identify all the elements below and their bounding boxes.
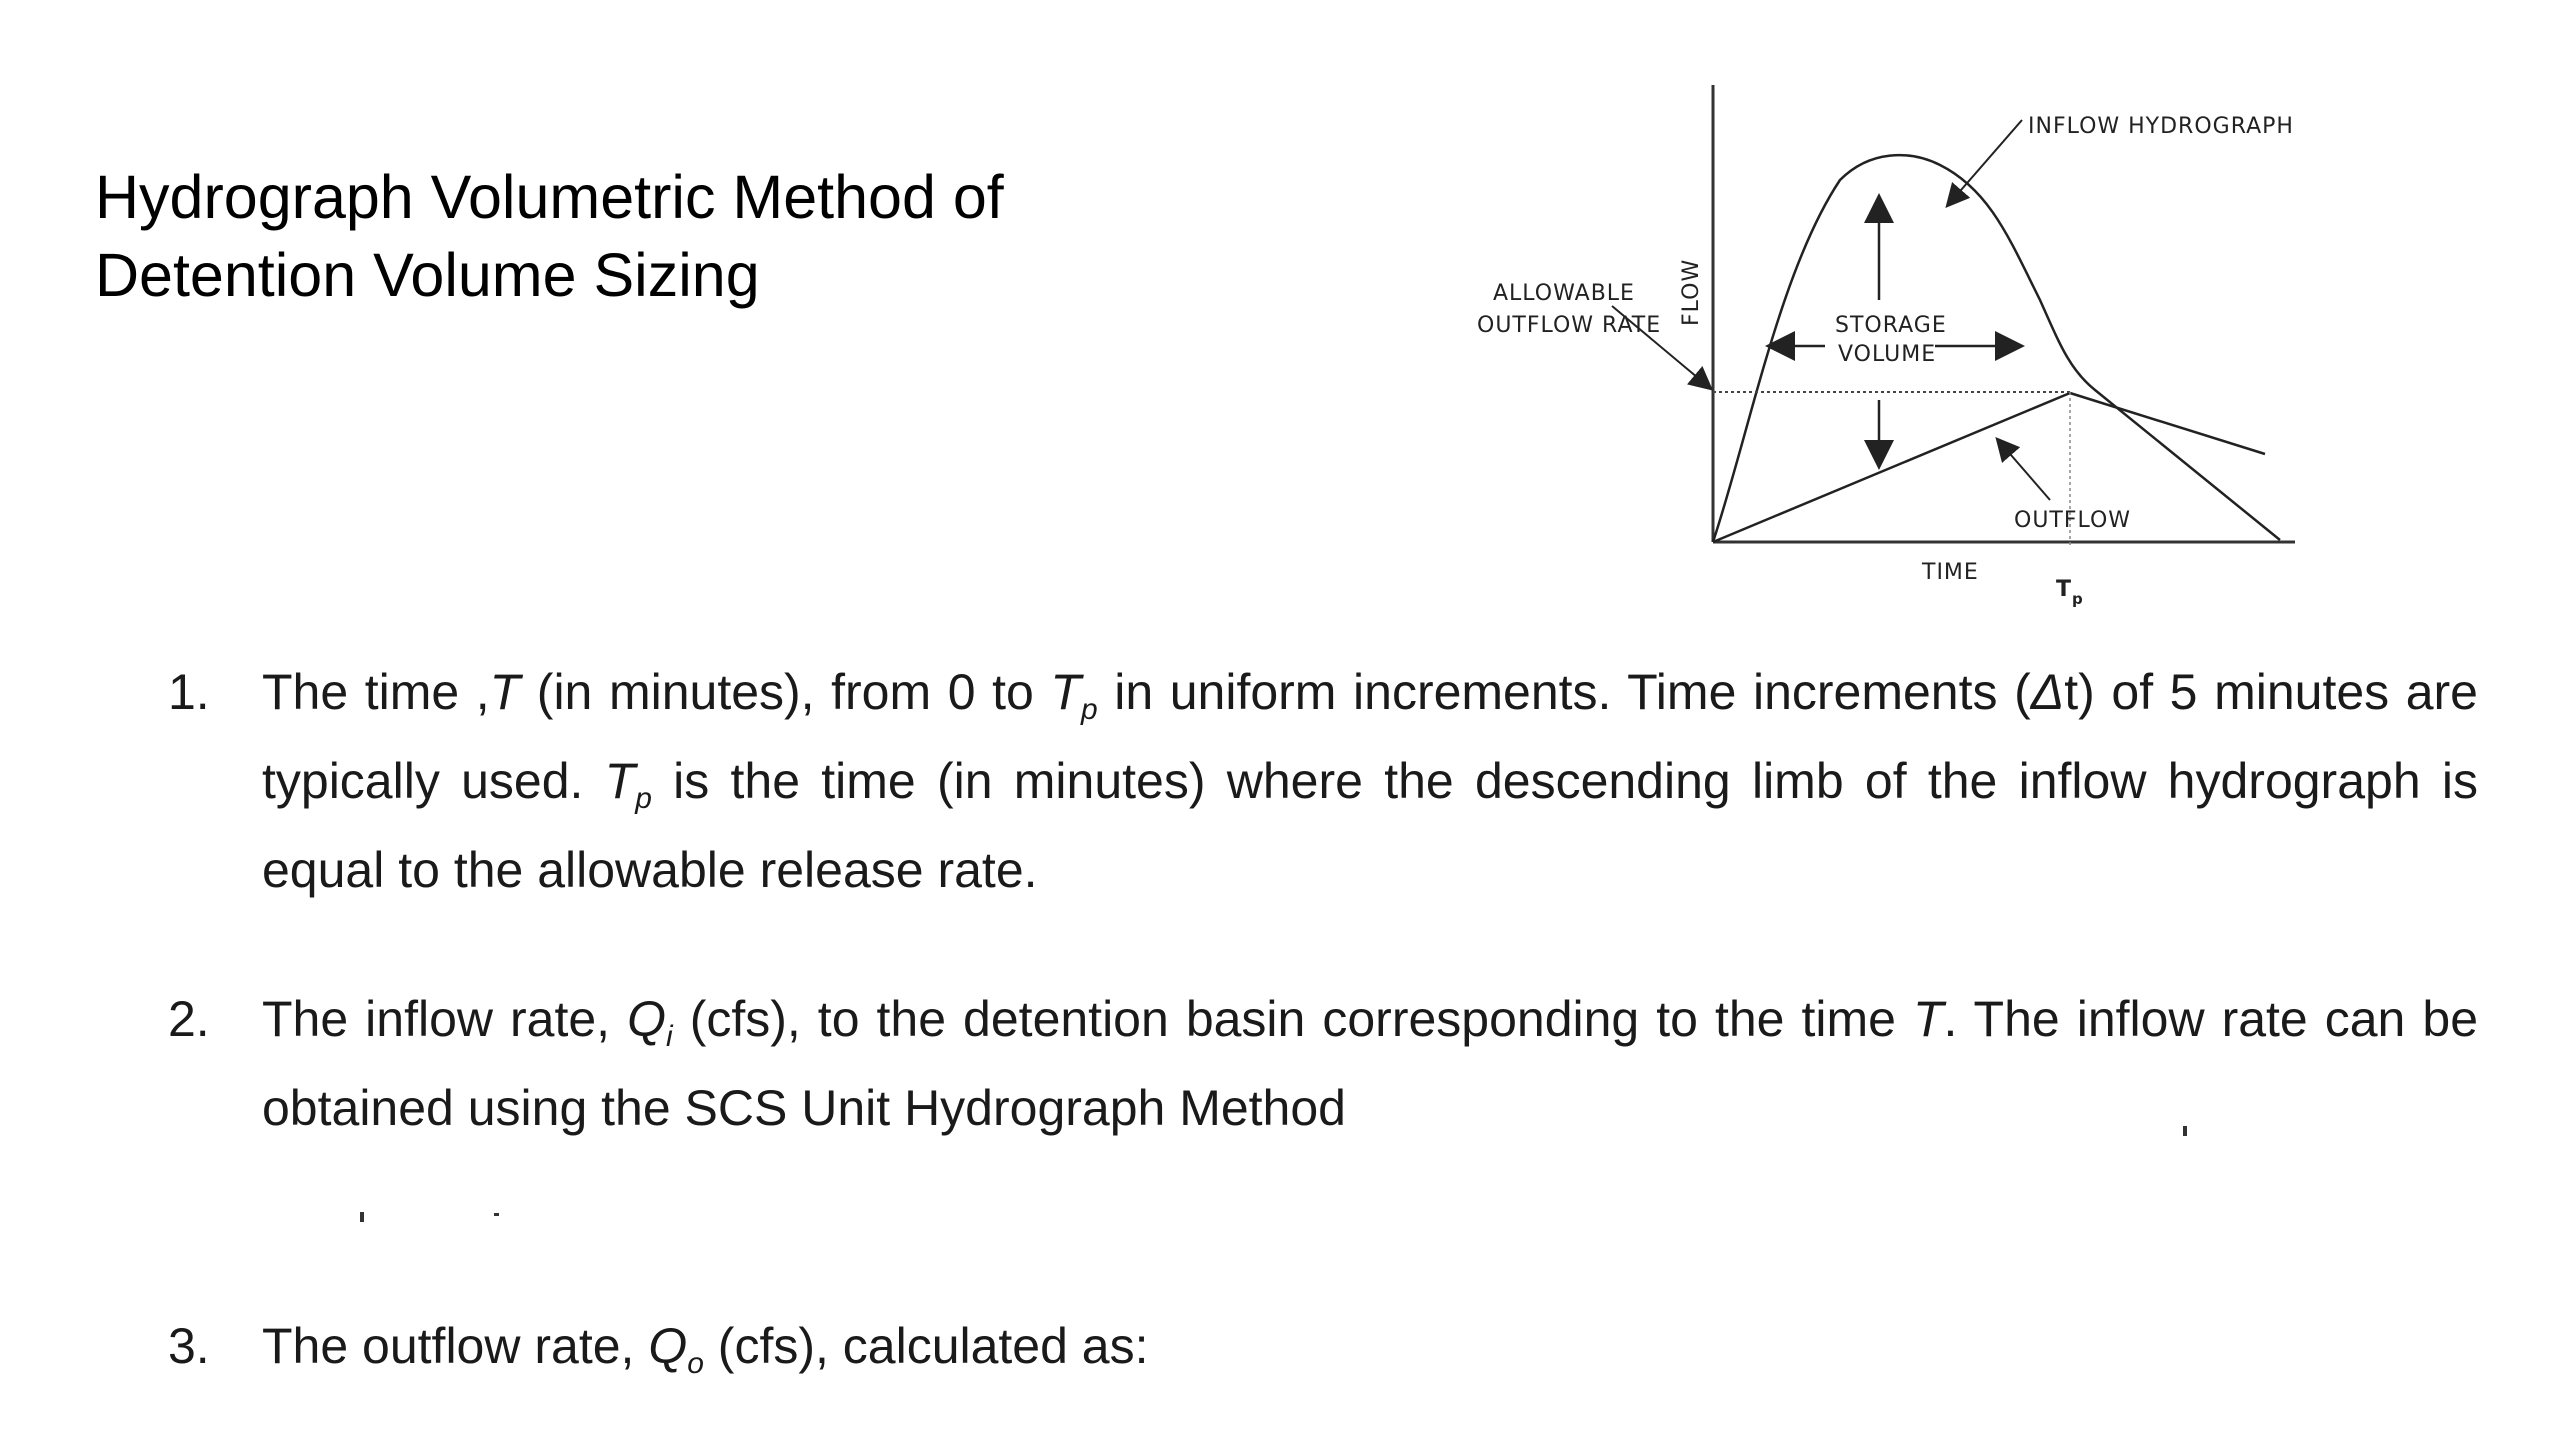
list-number-1: 1. — [168, 664, 210, 720]
item1-text-c: in uniform increments. Time increments ( — [1097, 664, 2031, 720]
tp-label-main: T — [2056, 577, 2073, 602]
item2-text-c: . The inflow rate can be obtained using the SCS Unit Hydrograph Method — [262, 991, 2478, 1136]
item2-var-q: Q — [627, 991, 667, 1047]
item1-delta-symbol: Δ — [2030, 664, 2065, 720]
list-text-2 — [262, 975, 2478, 1153]
item1-text-d: t) of 5 minutes are typically used. — [262, 664, 2478, 809]
item1-var-tp-2: T — [604, 753, 636, 809]
item1-var-tp-sub: p — [1080, 693, 1098, 726]
item1-text-b: (in minutes), from 0 to — [520, 664, 1051, 720]
allowable-label-line-2: OUTFLOW RATE — [1477, 313, 1662, 338]
item1-text-e: is the time (in minutes) where the descending limb of the inflow hydrograph is equal to the allowable release rate. — [262, 753, 2478, 898]
tp-label-sub: p — [2072, 590, 2084, 608]
item3-var-q-sub: o — [687, 1347, 704, 1380]
item3-var-q: Q — [648, 1318, 688, 1374]
storage-label-line-1: STORAGE — [1835, 313, 1947, 338]
item1-text-a: The time , — [262, 664, 490, 720]
item1-var-tp: T — [1050, 664, 1081, 720]
stray-mark-1 — [360, 1212, 364, 1222]
tp-label — [2056, 577, 2084, 608]
page-title — [95, 158, 1095, 314]
faded-text-region — [1346, 1092, 2276, 1132]
list-item-3 — [168, 1302, 2478, 1391]
item2-var-t: T — [1912, 991, 1944, 1047]
outflow-falling-line — [2070, 393, 2265, 454]
item1-var-tp-2-sub: p — [635, 782, 652, 815]
item2-text-b: (cfs), to the detention basin corresponding to the time — [672, 991, 1913, 1047]
item3-text-b: (cfs), calculated as: — [703, 1318, 1149, 1374]
hydrograph-svg — [1350, 70, 2350, 630]
hydrograph-diagram — [1350, 70, 2350, 630]
outflow-label: OUTFLOW — [2014, 508, 2132, 533]
list-text-1 — [262, 648, 2478, 915]
title-line-1: Hydrograph Volumetric Method of — [95, 163, 1004, 231]
inflow-hydrograph-curve — [1713, 155, 2280, 542]
item2-text-a: The inflow rate, — [262, 991, 628, 1047]
list-item-2 — [168, 975, 2478, 1153]
list-number-3: 3. — [168, 1318, 210, 1374]
list-number-2: 2. — [168, 991, 210, 1047]
stray-mark-3 — [2183, 1126, 2187, 1136]
storage-label-line-2: VOLUME — [1838, 342, 1937, 367]
outflow-label-leader — [1998, 440, 2050, 500]
inflow-label-leader — [1948, 120, 2022, 205]
item2-var-q-sub: i — [666, 1020, 673, 1053]
title-line-2: Detention Volume Sizing — [95, 241, 760, 309]
inflow-hydrograph-label: INFLOW HYDROGRAPH — [2028, 114, 2294, 139]
item3-text-a: The outflow rate, — [262, 1318, 649, 1374]
list-text-3 — [262, 1302, 2478, 1391]
stray-mark-2 — [494, 1213, 499, 1216]
flow-axis-label: FLOW — [1679, 258, 1704, 326]
list-item-1 — [168, 648, 2478, 915]
time-axis-label: TIME — [1922, 560, 1979, 585]
item1-var-t: T — [489, 664, 521, 720]
allowable-label-line-1: ALLOWABLE — [1493, 281, 1635, 306]
